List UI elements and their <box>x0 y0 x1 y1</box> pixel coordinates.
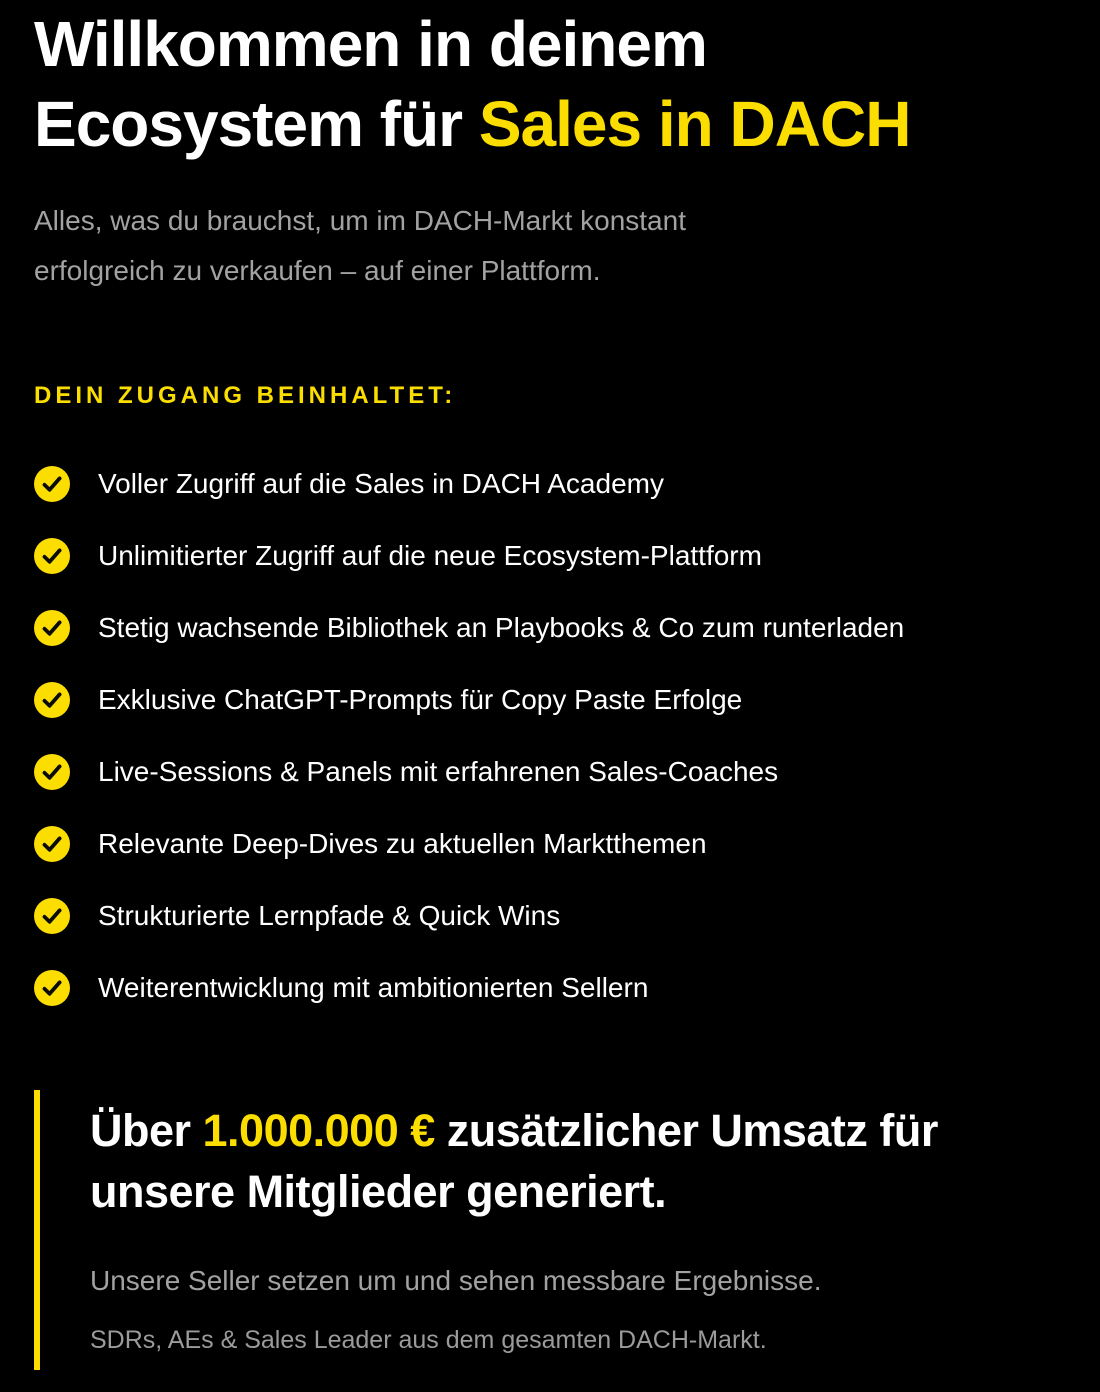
access-benefit-item <box>34 538 1064 574</box>
access-benefit-label: Live-Sessions & Panels mit erfahrenen Sales-Coaches <box>98 756 779 787</box>
access-benefit-item <box>34 754 1064 790</box>
access-benefit-item <box>34 970 1064 1006</box>
check-circle-icon <box>34 970 70 1006</box>
access-benefit-item <box>34 898 1064 934</box>
access-benefit-label: Strukturierte Lernpfade & Quick Wins <box>98 900 561 931</box>
access-benefit-item <box>34 610 1064 646</box>
access-benefit-label: Relevante Deep-Dives zu aktuellen Marktthemen <box>98 828 707 859</box>
access-benefit-label: Weiterentwicklung mit ambitionierten Sellern <box>98 972 649 1003</box>
access-benefit-label: Voller Zugriff auf die Sales in DACH Academy <box>98 468 664 499</box>
access-section-label: DEIN ZUGANG BEINHALTET: <box>34 382 457 409</box>
hero-subtitle <box>34 196 934 296</box>
revenue-callout <box>34 1090 1044 1370</box>
access-benefits-list <box>34 466 1064 1006</box>
access-benefit-item <box>34 826 1064 862</box>
hero-subtitle-line1: Alles, was du brauchst, um im DACH-Markt konstant <box>34 205 686 236</box>
revenue-callout-audience: SDRs, AEs & Sales Leader aus dem gesamten DACH-Markt. <box>90 1326 767 1354</box>
check-circle-icon <box>34 754 70 790</box>
hero-subtitle-line2: erfolgreich zu verkaufen – auf einer Plattform. <box>34 255 601 286</box>
check-circle-icon <box>34 466 70 502</box>
revenue-callout-heading <box>90 1100 1044 1222</box>
access-benefit-label: Exklusive ChatGPT-Prompts für Copy Paste Erfolge <box>98 684 743 715</box>
page-title-line2-prefix: Ecosystem für <box>34 88 479 160</box>
check-circle-icon <box>34 826 70 862</box>
revenue-callout-subtext: Unsere Seller setzen um und sehen messbare Ergebnisse. <box>90 1265 822 1296</box>
page-title <box>34 4 1044 164</box>
check-circle-icon <box>34 898 70 934</box>
access-benefit-label: Unlimitierter Zugriff auf die neue Ecosystem-Plattform <box>98 540 762 571</box>
revenue-heading-amount: 1.000.000 € <box>202 1105 435 1156</box>
access-benefit-item <box>34 466 1064 502</box>
page-title-highlight: Sales in DACH <box>478 88 911 160</box>
check-circle-icon <box>34 610 70 646</box>
check-circle-icon <box>34 682 70 718</box>
access-benefit-item <box>34 682 1064 718</box>
check-circle-icon <box>34 538 70 574</box>
page-title-line1: Willkommen in deinem <box>34 8 707 80</box>
revenue-heading-prefix: Über <box>90 1105 203 1156</box>
revenue-heading-suffix: zusätzlicher Umsatz für unsere Mitglieder generiert. <box>90 1105 938 1217</box>
access-benefit-label: Stetig wachsende Bibliothek an Playbooks & Co zum runterladen <box>98 612 905 643</box>
